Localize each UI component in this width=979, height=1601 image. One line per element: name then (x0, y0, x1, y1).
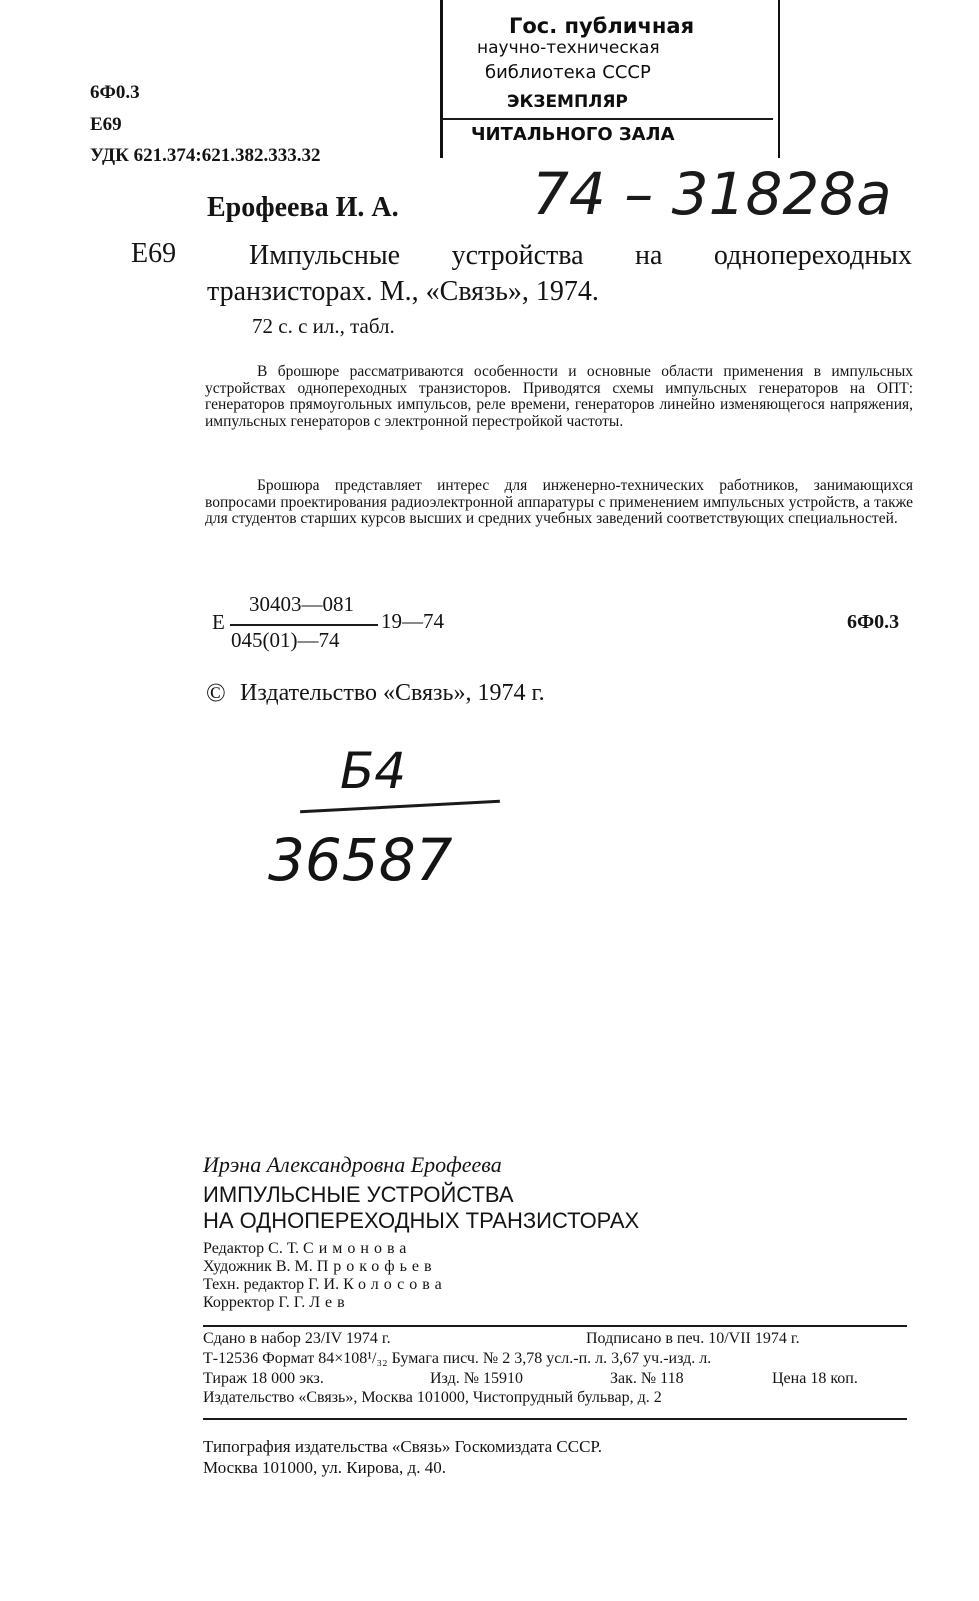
card-extent: 72 с. с ил., табл. (252, 314, 395, 338)
handwritten-fraction-top: Б4 (340, 742, 407, 800)
staff-tech (203, 1276, 447, 1294)
signed: Подписано в печ. 10/VII 1974 г. (586, 1330, 800, 1347)
handwritten-fraction-bar (300, 800, 500, 813)
code-numerator: 30403—081 (249, 592, 354, 616)
card-abstract-1: В брошюре рассматриваются особенности и основные области применения в импульсных устройствах однопереходных транзисторов. Приводятся схемы импульсных генераторов на ОПТ: генераторов прямоугольных импульсов, реле времени, генераторов линейно изменяющегося напряжения, импульсных генераторов с электронной перестройкой частоты. (205, 363, 913, 430)
copyright-symbol: © (206, 678, 226, 707)
colophon-title-2: НА ОДНОПЕРЕХОДНЫХ ТРАНЗИСТОРАХ (203, 1208, 640, 1233)
staff-editor-name: Симонова (303, 1240, 412, 1257)
copyright-text: Издательство «Связь», 1974 г. (240, 680, 545, 706)
printer-line-2: Москва 101000, ул. Кирова, д. 40. (203, 1458, 446, 1477)
colophon-rule-top (203, 1325, 907, 1327)
code-letter: Е (212, 610, 225, 634)
class-code-2: Е69 (90, 114, 122, 135)
colophon-rule-bottom (203, 1418, 907, 1420)
card-title: Импульсные устройства на однопереходных транзисторах. М., «Связь», 1974. (207, 240, 912, 307)
staff-artist-name: Прокофьев (316, 1258, 437, 1275)
code-fraction-bar (230, 624, 378, 626)
udc-code: УДК 621.374:621.382.333.32 (90, 145, 321, 166)
staff-corrector-name: Лев (309, 1294, 350, 1311)
staff-artist-role: Художник В. М. (203, 1258, 313, 1275)
card-author: Ерофеева И. А. (207, 192, 399, 223)
class-code-1: 6Ф0.3 (90, 82, 140, 103)
stamp-line-1: Гос. публичная (509, 14, 695, 38)
code-denominator: 045(01)—74 (231, 628, 340, 652)
library-stamp (440, 0, 780, 158)
order-no: Зак. № 118 (610, 1370, 684, 1387)
handwritten-inventory: 74 – 31828а (532, 160, 892, 228)
staff-artist (203, 1258, 437, 1276)
stamp-divider (443, 118, 773, 120)
handwritten-fraction-bottom: 36587 (268, 826, 453, 894)
card-abstract-2: Брошюра представляет интерес для инженерно-технических работников, занимающихся вопросами проектирования радиоэлектронной аппаратуры с применением импульсных устройств, а также для студентов старших курсов высших и средних учебных заведений соответствующих специальностей. (205, 477, 913, 528)
izd-no: Изд. № 15910 (430, 1370, 523, 1387)
printer-line-1: Типография издательства «Связь» Госкомиздата СССР. (203, 1437, 603, 1456)
colophon-title-1: ИМПУЛЬСНЫЕ УСТРОЙСТВА (203, 1182, 514, 1207)
card-index: Е69 (131, 238, 177, 269)
staff-corrector (203, 1294, 350, 1312)
stamp-line-4: ЭКЗЕМПЛЯР (507, 92, 628, 112)
staff-tech-role: Техн. редактор Г. И. (203, 1276, 340, 1293)
code-right: 6Ф0.3 (847, 611, 900, 633)
stamp-line-2: научно-техническая (477, 38, 660, 58)
price: Цена 18 коп. (772, 1370, 858, 1387)
format-line: Т-12536 Формат 84×108¹/₃₂ Бумага писч. № 2 3,78 усл.-п. л. 3,67 уч.-изд. л. (203, 1350, 712, 1367)
staff-corrector-role: Корректор Г. Г. (203, 1294, 306, 1311)
submitted: Сдано в набор 23/IV 1974 г. (203, 1330, 391, 1347)
code-suffix: 19—74 (381, 609, 444, 633)
colophon-author: Ирэна Александровна Ерофеева (203, 1152, 502, 1177)
stamp-line-5: ЧИТАЛЬНОГО ЗАЛА (471, 124, 675, 145)
publisher-address: Издательство «Связь», Москва 101000, Чистопрудный бульвар, д. 2 (203, 1389, 662, 1406)
staff-editor-role: Редактор С. Т. (203, 1240, 300, 1257)
stamp-line-3: библиотека СССР (485, 62, 651, 83)
staff-tech-name: Колосова (343, 1276, 447, 1293)
staff-editor (203, 1240, 411, 1258)
print-run: Тираж 18 000 экз. (203, 1370, 324, 1387)
